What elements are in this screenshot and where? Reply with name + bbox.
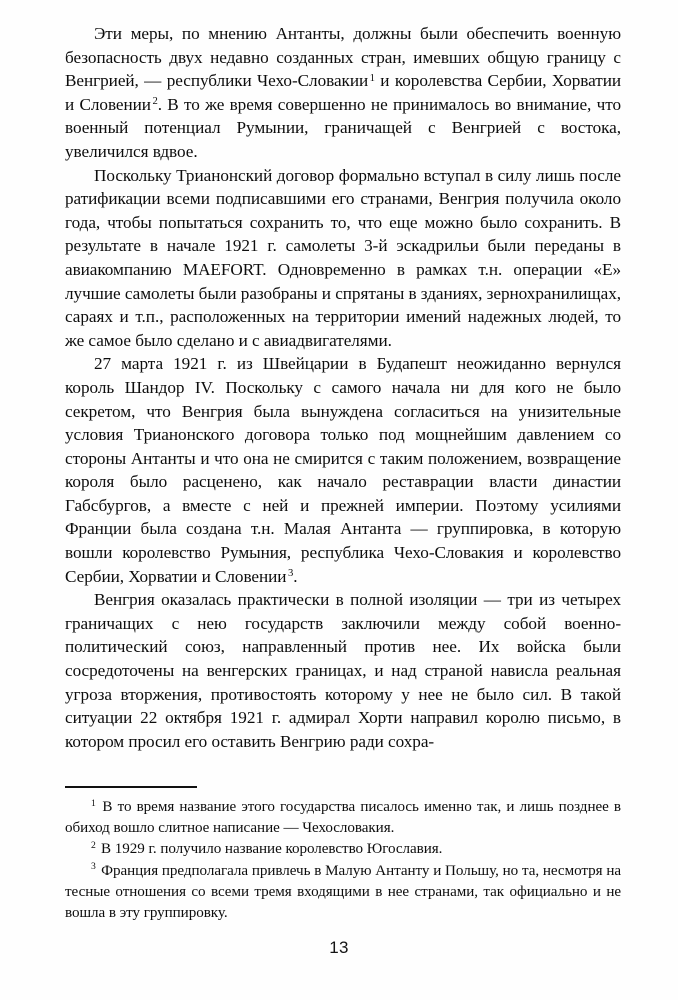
footnote-item: $^1$ В то время название этого государства писалось именно так, и лишь позднее в обиход вошло слитное написание — Чехословакия. [65, 797, 621, 837]
footnote-marker: 2 [91, 840, 96, 852]
footnote-block [65, 786, 621, 924]
footnote-reference: 2 [152, 96, 158, 108]
footnote-item: $^2$ В 1929 г. получило название королевство Югославия. [91, 840, 443, 858]
body-paragraph: Поскольку Трианонский договор формально вступал в силу лишь после ратификации всеми подписавшими его странами, Венгрия получила около года, чтобы попытаться сохранить то, что еще можно было сохранить. В результате в начале 1921 г. самолеты 3-й эскадрильи были переданы в авиакомпанию MAEFORT. Одновременно в рамках т.н. операции «Е» лучшие самолеты были разобраны и спрятаны в зданиях, зернохранилищах, сараях и т.п., расположенных на территории имений надежных людей, то же самое было сделано и с авиадвигателями. [65, 165, 621, 350]
footnote-item: $^3$ Франция предполагала привлечь в Малую Антанту и Польшу, но та, несмотря на тесные отношения со всеми тремя входящими в нее странами, так официально и не вошла в эту группировку. [65, 861, 621, 922]
footnote-reference: 1 [369, 72, 375, 84]
footnote-marker: 3 [91, 861, 96, 873]
body-paragraph: 27 марта 1921 г. из Швейцарии в Будапешт неожиданно вернулся король Шандор IV. Поскольку с самого начала ни для кого не было секретом, что Венгрия была вынуждена согласиться на унизительные условия Трианонского договора только под мощнейшим давлением со стороны Антанты и что она не смирится с таким положением, возвращение короля было расценено, как начало реставрации власти династии Габсбургов, а вместе с ней и прежней империи. Поэтому усилиями Франции была создана т.н. Малая Антанта — группировка, в которую вошли королевство Румыния, республика Чехо-Словакия и королевство Сербии, Хорватии и Словении $^3$. [65, 354, 621, 586]
footnote-reference: 3 [287, 568, 294, 580]
body-paragraph: Эти меры, по мнению Антанты, должны были обеспечить военную безопасность двух недавно созданных стран, имевших общую границу с Венгрией, — республики Чехо-Словакии $^1$ и королевства Сербии, Хорватии и Словении $^2$. В то же время совершенно не принималось во внимание, что военный потенциал Румынии, граничащей с Венгрией с востока, увеличился вдвое. [65, 24, 622, 161]
body-paragraph: Венгрия оказалась практически в полной изоляции — три из четырех граничащих с нею государств заключили между собой военно-политический союз, направленный против нее. Их войска были сосредоточены на венгерских границах, и над страной нависла реальная угроза вторжения, противостоять которому у нее не было сил. В такой ситуации 22 октября 1921 г. адмирал Хорти направил королю письмо, в котором просил его оставить Венгрию ради сохра- [65, 590, 621, 751]
footnote-marker: 1 [91, 797, 96, 809]
body-text-column [65, 22, 621, 753]
page-number: 13 [329, 938, 349, 957]
footnote-separator-rule [65, 786, 197, 788]
